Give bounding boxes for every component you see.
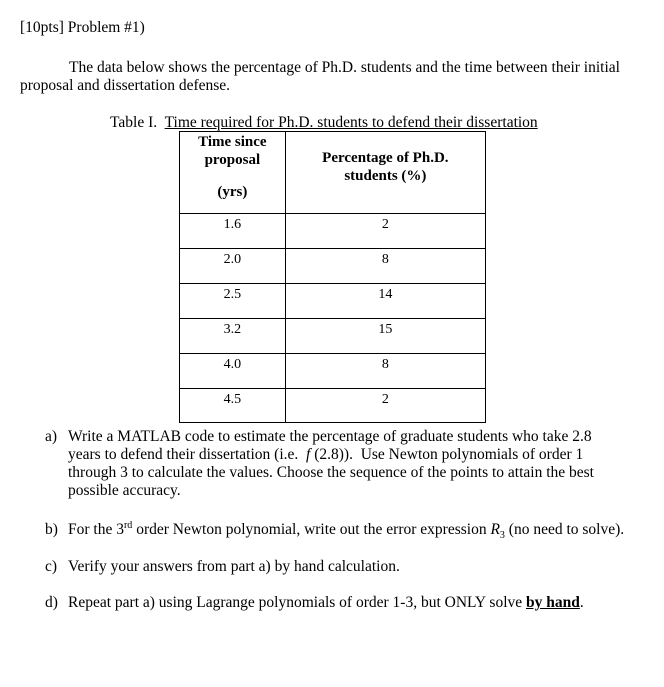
- question-a-line2-pre: years to defend their dissertation (i.e.: [68, 446, 307, 463]
- error-symbol: R: [490, 521, 500, 538]
- table-caption-prefix: Table I.: [110, 114, 165, 131]
- question-d-text: [68, 594, 584, 612]
- col-header-pct-line2: students (%): [344, 168, 427, 184]
- col-header-time-line2: proposal: [204, 152, 261, 168]
- question-b-text: [68, 519, 625, 542]
- time-cell: 2.0: [180, 249, 286, 284]
- table-row: [180, 354, 486, 389]
- col-header-time-unit: (yrs): [217, 184, 248, 200]
- table-header-row: [180, 132, 486, 214]
- error-subscript: 3: [499, 530, 505, 542]
- time-cell: 4.5: [180, 389, 286, 423]
- pct-cell: 14: [285, 284, 485, 319]
- table-row: [180, 319, 486, 354]
- question-a-text: [68, 428, 594, 500]
- problem-header: [10pts] Problem #1): [20, 19, 145, 36]
- question-a-line3: through 3 to calculate the values. Choose the sequence of the points to attain the best: [68, 464, 594, 481]
- intro-line-2: proposal and dissertation defense.: [20, 77, 231, 94]
- col-header-time: [180, 132, 286, 214]
- intro-line-1: The data below shows the percentage of Ph.D. students and the time between their initial: [69, 59, 620, 76]
- question-d-post: .: [579, 594, 584, 611]
- question-a-line2: [68, 446, 594, 464]
- col-header-time-line1: Time since: [198, 134, 267, 150]
- emphasis-by-hand: by hand: [526, 594, 580, 611]
- question-b-label: b): [45, 521, 58, 538]
- table-caption: [110, 114, 538, 132]
- question-c-text: Verify your answers from part a) by hand calculation.: [68, 558, 400, 575]
- question-b-pre: For the 3: [68, 521, 124, 538]
- data-table: [179, 131, 486, 423]
- time-cell: 1.6: [180, 214, 286, 249]
- pct-cell: 2: [285, 389, 485, 423]
- question-b-post: (no need to solve).: [504, 521, 625, 538]
- table-row: [180, 214, 486, 249]
- question-b-mid: order Newton polynomial, write out the error expression: [132, 521, 491, 538]
- ordinal-suffix: rd: [123, 519, 133, 531]
- time-cell: 4.0: [180, 354, 286, 389]
- pct-cell: 2: [285, 214, 485, 249]
- table-caption-title: Time required for Ph.D. students to defend their dissertation: [164, 114, 538, 131]
- table-row: [180, 389, 486, 423]
- pct-cell: 15: [285, 319, 485, 354]
- question-a-line1: Write a MATLAB code to estimate the percentage of graduate students who take 2.8: [68, 428, 592, 445]
- function-symbol: f: [306, 446, 311, 463]
- col-header-pct-line1: Percentage of Ph.D.: [322, 150, 449, 166]
- pct-cell: 8: [285, 249, 485, 284]
- col-header-percentage: [285, 132, 485, 214]
- table-row: [180, 249, 486, 284]
- time-cell: 3.2: [180, 319, 286, 354]
- question-d-pre: Repeat part a) using Lagrange polynomials of order 1-3, but ONLY solve: [68, 594, 527, 611]
- question-d-label: d): [45, 594, 58, 611]
- question-a-label: a): [45, 428, 58, 445]
- question-c-label: c): [45, 558, 58, 575]
- time-cell: 2.5: [180, 284, 286, 319]
- pct-cell: 8: [285, 354, 485, 389]
- question-a-line2-post: (2.8)). Use Newton polynomials of order 1: [310, 446, 584, 463]
- question-a-line4: possible accuracy.: [68, 482, 181, 499]
- table-row: [180, 284, 486, 319]
